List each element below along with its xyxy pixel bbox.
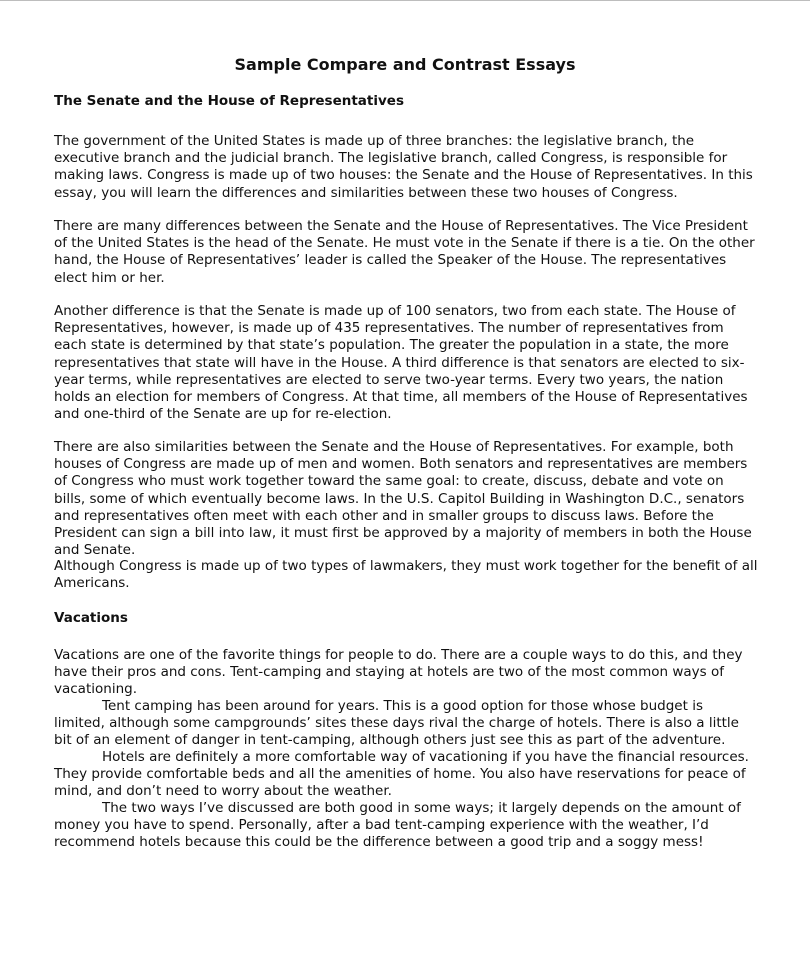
paragraph: The two ways I’ve discussed are both good in some ways; it largely depends on the amount of money you have to spend. Personally, after a bad tent-camping experience with the weather, I’d recommend hotels because this could be the difference between a good trip and a soggy mess! [54, 800, 741, 851]
essay-heading-vacations: Vacations [54, 610, 128, 626]
paragraph: Another difference is that the Senate is made up of 100 senators, two from each state. The House of Representatives, however, is made up of 435 representatives. The number of representatives from each state is determined by that state’s population. The greater the population in a state, the more representatives that state will have in the House. A third difference is that senators are elected to six-year terms, while representatives are elected to serve two-year terms. Every two years, the nation holds an election for members of Congress. At that time, all members of the House of Representatives and one-third of the Senate are up for re-election. [54, 303, 748, 423]
paragraph: Although Congress is made up of two types of lawmakers, they must work together for the benefit of all Americans. [54, 558, 758, 592]
paragraph: There are also similarities between the Senate and the House of Representatives. For example, both houses of Congress are made up of men and women. Both senators and representatives are members of Congress who must work together toward the same goal: to create, discuss, debate and vote on bills, some of which eventually become laws. In the U.S. Capitol Building in Washington D.C., senators and representatives often meet with each other and in smaller groups to discuss laws. Before the President can sign a bill into law, it must first be approved by a majority of members in both the House and Senate. [54, 439, 752, 559]
paragraph: Tent camping has been around for years. This is a good option for those whose budget is limited, although some campgrounds’ sites these days rival the charge of hotels. There is also a little bit of an element of danger in tent-camping, although others just see this as part of the adventure. [54, 698, 739, 749]
paragraph: Hotels are definitely a more comfortable way of vacationing if you have the financial resources. They provide comfortable beds and all the amenities of home. You also have reservations for peace of mind, and don’t need to worry about the weather. [54, 749, 749, 800]
paragraph: Vacations are one of the favorite things for people to do. There are a couple ways to do this, and they have their pros and cons. Tent-camping and staying at hotels are two of the most common ways of vacationing. [54, 647, 743, 698]
paragraph: The government of the United States is made up of three branches: the legislative branch, the executive branch and the judicial branch. The legislative branch, called Congress, is responsible for making laws. Congress is made up of two houses: the Senate and the House of Representatives. In this essay, you will learn the differences and similarities between these two houses of Congress. [54, 133, 753, 201]
paragraph: There are many differences between the Senate and the House of Representatives. The Vice President of the United States is the head of the Senate. He must vote in the Senate if there is a tie. On the other hand, the House of Representatives’ leader is called the Speaker of the House. The representatives elect him or her. [54, 218, 755, 286]
document-title: Sample Compare and Contrast Essays [234, 55, 576, 74]
essay-heading-senate-house: The Senate and the House of Representatives [54, 93, 404, 109]
